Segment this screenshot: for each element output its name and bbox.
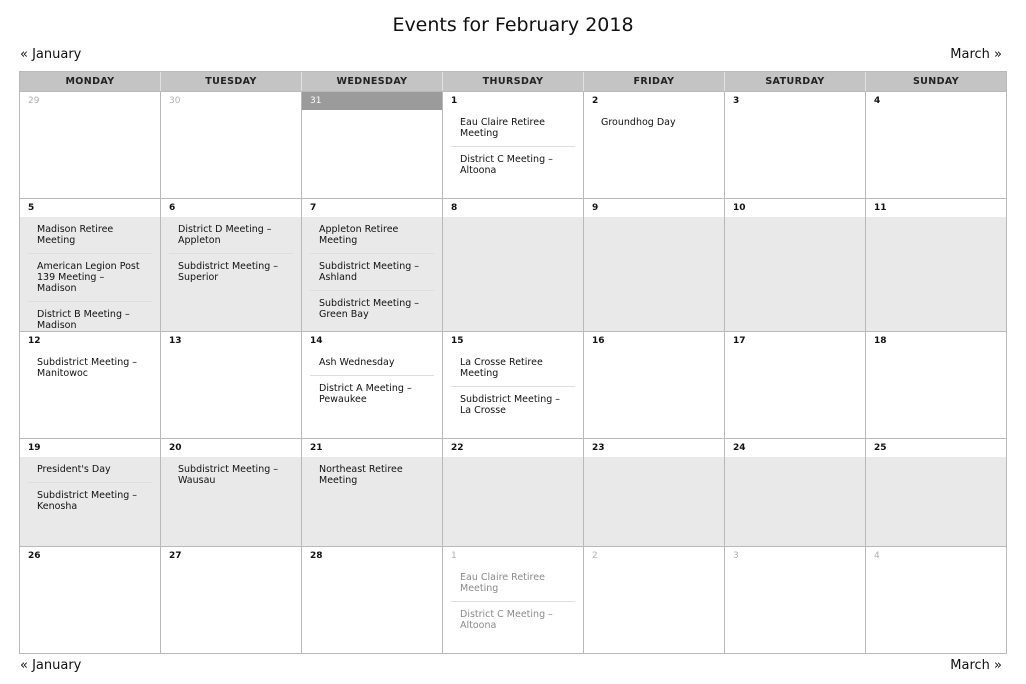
- calendar-event[interactable]: La Crosse Retiree Meeting: [451, 355, 575, 387]
- day-number[interactable]: 28: [302, 547, 442, 565]
- day-number[interactable]: 2: [584, 547, 724, 565]
- event-list: [20, 217, 160, 338]
- day-cell[interactable]: [443, 332, 584, 438]
- day-number[interactable]: 3: [725, 92, 865, 110]
- day-cell[interactable]: [584, 199, 725, 331]
- day-number[interactable]: 18: [866, 332, 1006, 350]
- day-number[interactable]: 1: [443, 547, 583, 565]
- calendar-event[interactable]: Subdistrict Meeting – Manitowoc: [37, 357, 138, 379]
- calendar-event[interactable]: Appleton Retiree Meeting: [310, 222, 434, 254]
- calendar-event[interactable]: Subdistrict Meeting – Superior: [178, 261, 279, 283]
- day-number[interactable]: 24: [725, 439, 865, 457]
- day-number[interactable]: 5: [20, 199, 160, 217]
- day-number[interactable]: 11: [866, 199, 1006, 217]
- day-number[interactable]: 10: [725, 199, 865, 217]
- calendar-event[interactable]: Eau Claire Retiree Meeting: [451, 570, 575, 602]
- day-number[interactable]: 15: [443, 332, 583, 350]
- day-cell[interactable]: [302, 199, 443, 331]
- event-list: [443, 565, 583, 638]
- weekday-header: [20, 72, 1006, 91]
- day-cell[interactable]: [20, 199, 161, 331]
- day-cell[interactable]: [584, 92, 725, 198]
- day-cell[interactable]: [866, 332, 1006, 438]
- day-cell[interactable]: [20, 92, 161, 198]
- day-number[interactable]: 4: [866, 547, 1006, 565]
- calendar-event[interactable]: District B Meeting – Madison: [37, 309, 130, 331]
- day-number[interactable]: 17: [725, 332, 865, 350]
- week-row: [20, 438, 1006, 546]
- calendar-event[interactable]: Subdistrict Meeting – Green Bay: [319, 298, 420, 320]
- day-cell[interactable]: [866, 92, 1006, 198]
- weekday-saturday: SATURDAY: [725, 72, 866, 91]
- day-cell[interactable]: [443, 547, 584, 653]
- calendar-grid: [19, 71, 1007, 654]
- calendar-event[interactable]: Subdistrict Meeting – Kenosha: [37, 490, 138, 512]
- day-number[interactable]: 25: [866, 439, 1006, 457]
- day-cell[interactable]: [725, 439, 866, 546]
- weekday-friday: FRIDAY: [584, 72, 725, 91]
- event-list: [584, 110, 724, 135]
- week-row: [20, 331, 1006, 438]
- calendar-event[interactable]: President's Day: [28, 462, 152, 483]
- event-list: [443, 350, 583, 423]
- day-number[interactable]: 12: [20, 332, 160, 350]
- day-cell[interactable]: [584, 439, 725, 546]
- calendar-event[interactable]: Groundhog Day: [601, 117, 676, 128]
- calendar-event[interactable]: Eau Claire Retiree Meeting: [451, 115, 575, 147]
- calendar-event[interactable]: Northeast Retiree Meeting: [319, 464, 403, 486]
- day-cell[interactable]: [725, 92, 866, 198]
- event-list: [161, 457, 301, 493]
- weekday-sunday: SUNDAY: [912, 76, 960, 87]
- event-list: [161, 217, 301, 290]
- event-list: [20, 350, 160, 386]
- calendar-event[interactable]: District C Meeting – Altoona: [460, 609, 553, 631]
- day-cell[interactable]: [161, 332, 302, 438]
- day-cell[interactable]: [443, 439, 584, 546]
- calendar-event[interactable]: District D Meeting – Appleton: [169, 222, 293, 254]
- calendar-event[interactable]: American Legion Post 139 Meeting – Madison: [28, 259, 152, 302]
- day-cell[interactable]: [161, 199, 302, 331]
- day-number[interactable]: 1: [443, 92, 583, 110]
- week-row: [20, 198, 1006, 331]
- day-number[interactable]: 3: [725, 547, 865, 565]
- day-number[interactable]: 19: [20, 439, 160, 457]
- day-number[interactable]: 30: [161, 92, 301, 110]
- event-list: [302, 457, 442, 493]
- calendar-event[interactable]: District A Meeting – Pewaukee: [319, 383, 412, 405]
- calendar-event[interactable]: Madison Retiree Meeting: [28, 222, 152, 254]
- day-number[interactable]: 7: [302, 199, 442, 217]
- day-number[interactable]: 14: [302, 332, 442, 350]
- day-cell[interactable]: [302, 547, 443, 653]
- day-number[interactable]: 20: [161, 439, 301, 457]
- calendar-event[interactable]: Subdistrict Meeting – Ashland: [310, 259, 434, 291]
- day-number[interactable]: 26: [20, 547, 160, 565]
- day-cell[interactable]: [302, 92, 443, 198]
- day-cell[interactable]: [866, 439, 1006, 546]
- day-number[interactable]: 23: [584, 439, 724, 457]
- calendar-event[interactable]: District C Meeting – Altoona: [460, 154, 553, 176]
- event-list: [443, 110, 583, 183]
- weekday-monday: MONDAY: [20, 72, 161, 91]
- calendar-event[interactable]: Ash Wednesday: [310, 355, 434, 376]
- day-cell[interactable]: [302, 332, 443, 438]
- day-cell[interactable]: [161, 439, 302, 546]
- event-list: [302, 217, 442, 327]
- day-cell[interactable]: [584, 547, 725, 653]
- week-row: [20, 546, 1006, 653]
- day-cell[interactable]: [443, 92, 584, 198]
- day-cell[interactable]: [161, 92, 302, 198]
- day-cell[interactable]: [302, 439, 443, 546]
- weekday-wednesday: WEDNESDAY: [302, 72, 443, 91]
- weekday-thursday: THURSDAY: [443, 72, 584, 91]
- day-number[interactable]: 13: [161, 332, 301, 350]
- day-cell[interactable]: [584, 332, 725, 438]
- day-number[interactable]: 31: [302, 92, 442, 110]
- day-cell[interactable]: [725, 199, 866, 331]
- day-number[interactable]: 4: [866, 92, 1006, 110]
- next-month-link-bottom[interactable]: March »: [950, 658, 1002, 673]
- day-number[interactable]: 27: [161, 547, 301, 565]
- page-title: Events for February 2018: [392, 14, 634, 36]
- day-cell[interactable]: [725, 332, 866, 438]
- calendar-event[interactable]: Subdistrict Meeting – La Crosse: [460, 394, 561, 416]
- day-cell[interactable]: [725, 547, 866, 653]
- prev-month-link[interactable]: « January: [20, 47, 82, 62]
- prev-month-link-bottom[interactable]: « January: [20, 658, 82, 673]
- day-number[interactable]: 22: [443, 439, 583, 457]
- day-number[interactable]: 9: [584, 199, 724, 217]
- event-list: [302, 350, 442, 412]
- day-cell[interactable]: [161, 547, 302, 653]
- day-cell[interactable]: [866, 547, 1006, 653]
- day-cell[interactable]: [20, 439, 161, 546]
- day-number[interactable]: 2: [584, 92, 724, 110]
- day-cell[interactable]: [20, 547, 161, 653]
- week-row: [20, 91, 1006, 198]
- calendar-event[interactable]: Subdistrict Meeting – Wausau: [178, 464, 279, 486]
- day-cell[interactable]: [443, 199, 584, 331]
- day-number[interactable]: 16: [584, 332, 724, 350]
- day-number[interactable]: 8: [443, 199, 583, 217]
- day-number[interactable]: 29: [20, 92, 160, 110]
- next-month-link[interactable]: March »: [950, 47, 1002, 62]
- day-number[interactable]: 21: [302, 439, 442, 457]
- day-number[interactable]: 6: [161, 199, 301, 217]
- event-list: [20, 457, 160, 519]
- day-cell[interactable]: [866, 199, 1006, 331]
- day-cell[interactable]: [20, 332, 161, 438]
- weekday-tuesday: TUESDAY: [161, 72, 302, 91]
